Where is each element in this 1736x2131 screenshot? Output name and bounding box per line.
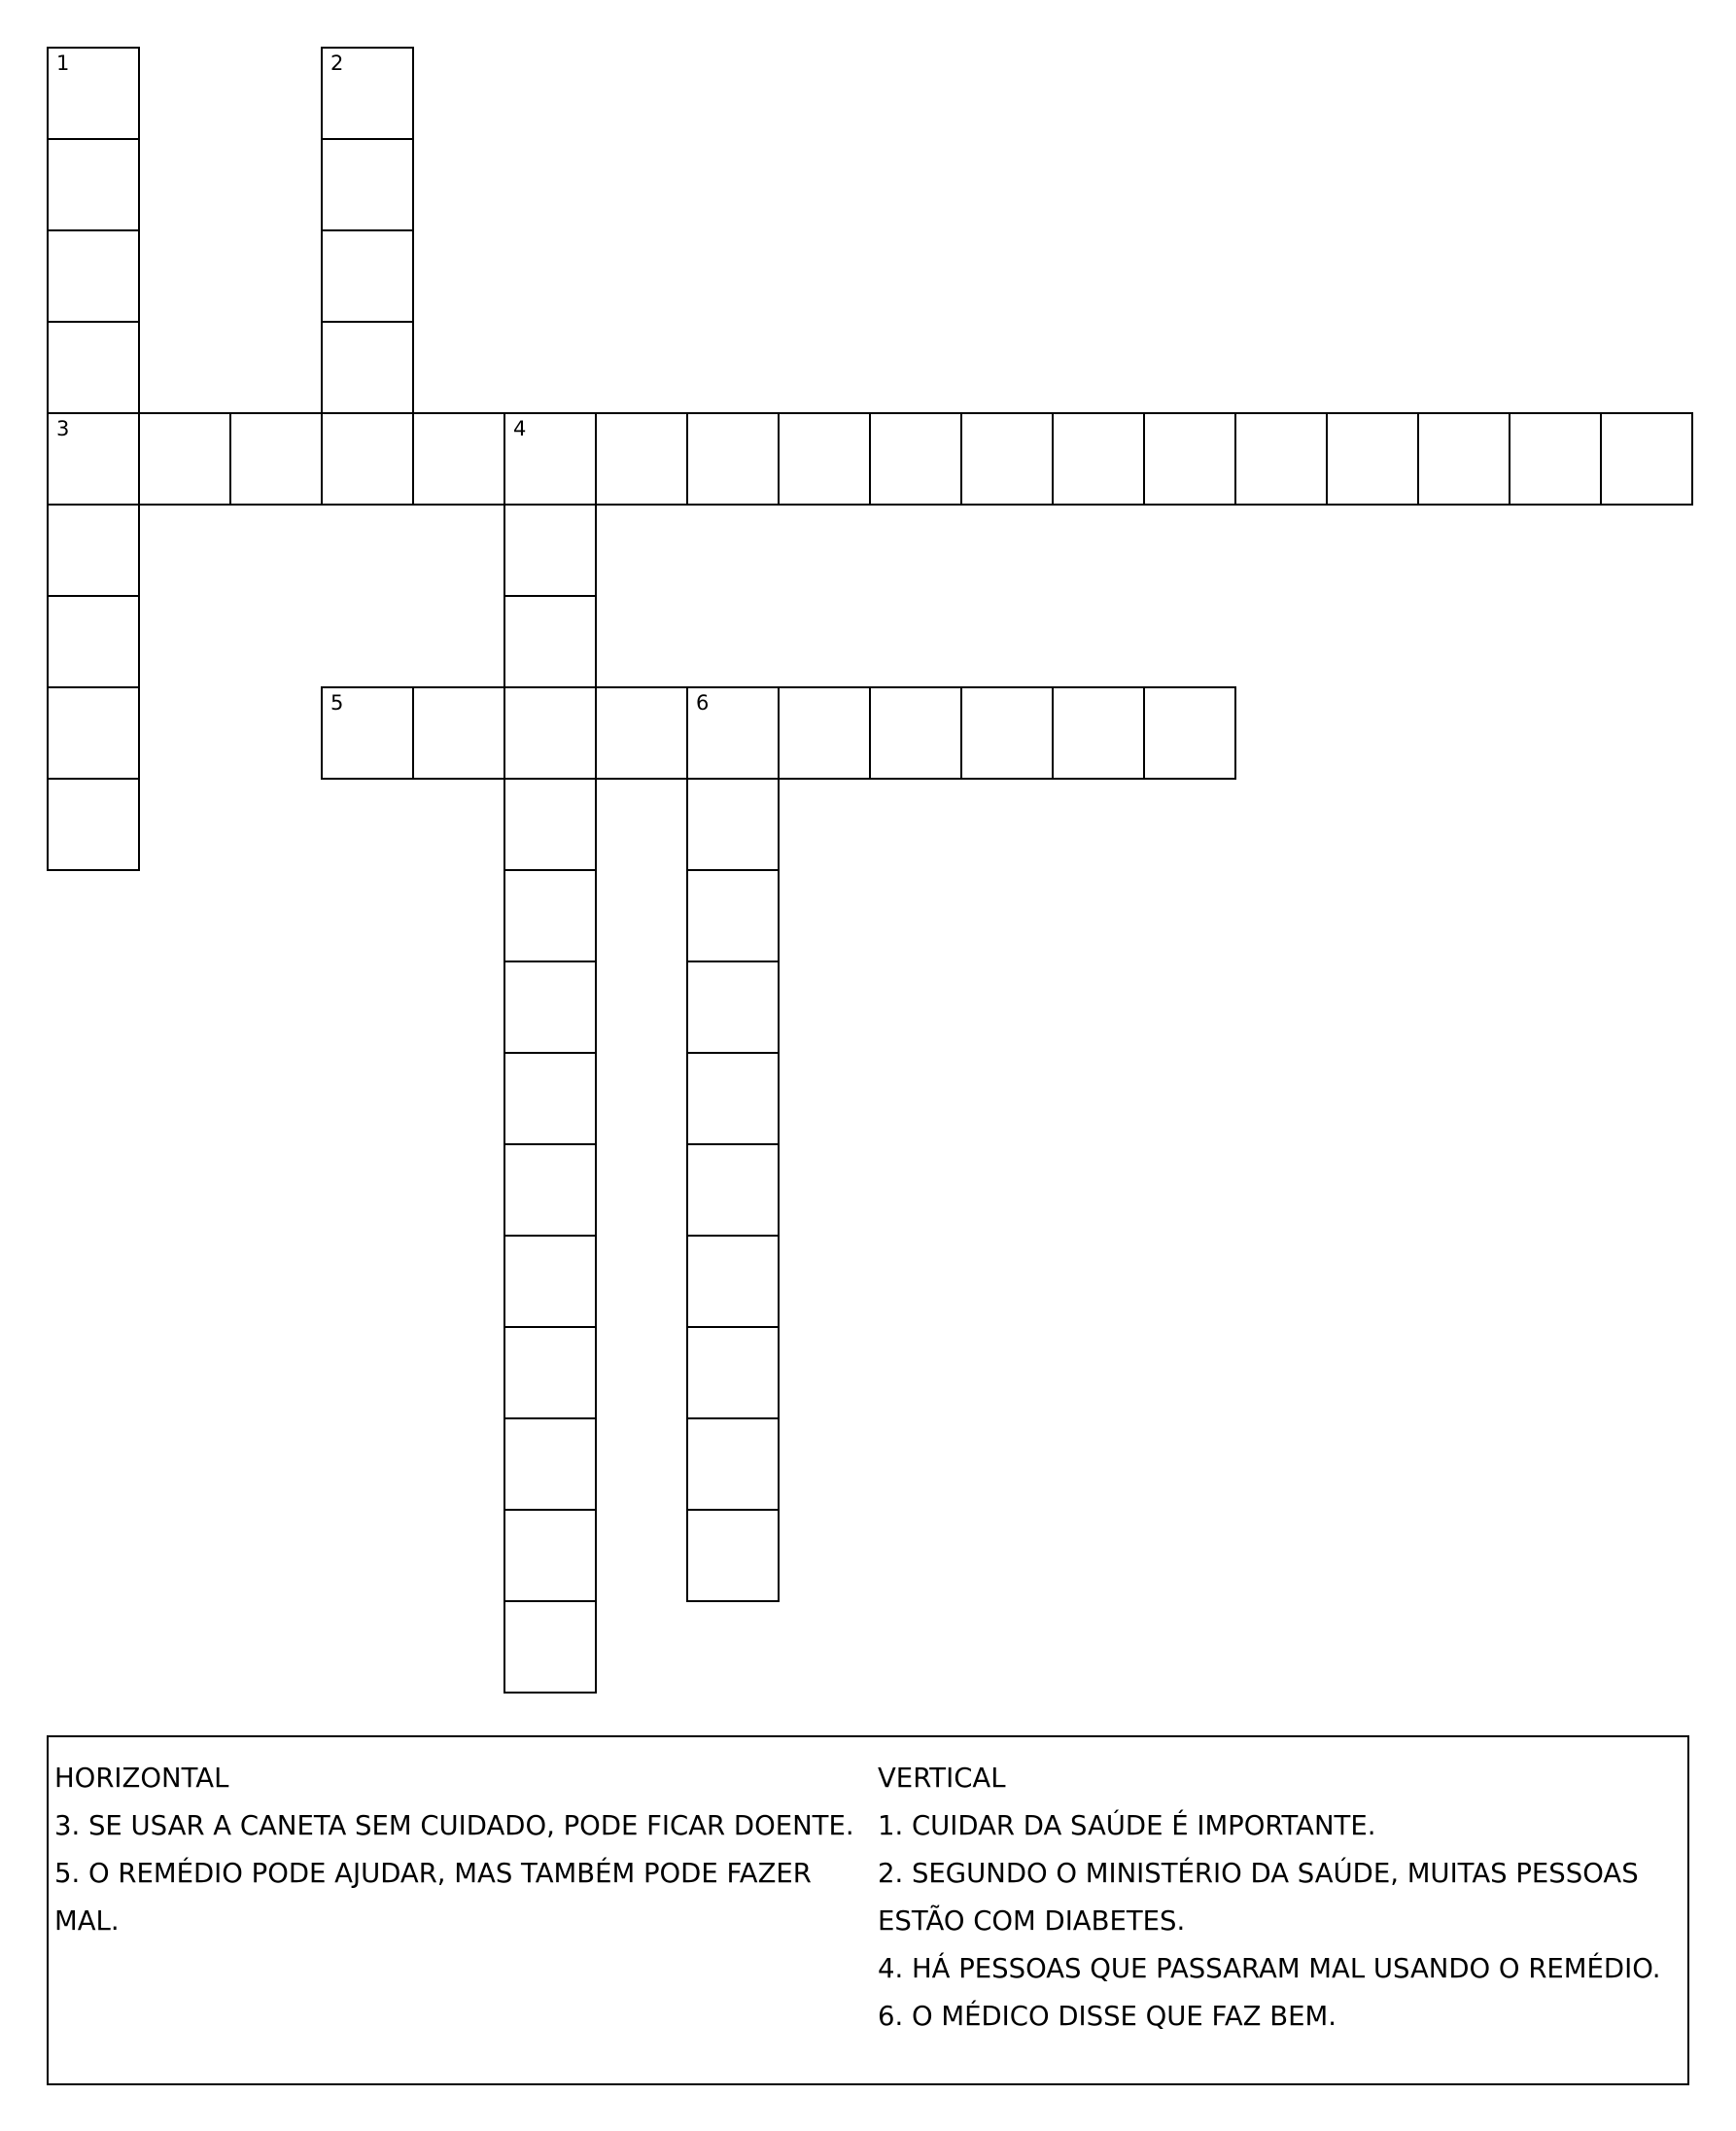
- crossword-cell[interactable]: [960, 686, 1054, 780]
- crossword-cell[interactable]: [1600, 412, 1693, 506]
- crossword-cell[interactable]: [595, 412, 688, 506]
- crossword-cell[interactable]: [321, 229, 414, 323]
- vertical-clue-line: ESTÃO COM DIABETES.: [878, 1905, 1186, 1937]
- crossword-cell[interactable]: [1509, 412, 1602, 506]
- crossword-cell[interactable]: [321, 138, 414, 231]
- clue-number: 3: [56, 417, 70, 440]
- crossword-cell[interactable]: [960, 412, 1054, 506]
- clue-number: 1: [56, 52, 70, 75]
- crossword-cell[interactable]: [138, 412, 231, 506]
- crossword-cell[interactable]: [503, 595, 597, 688]
- crossword-cell[interactable]: [412, 412, 505, 506]
- crossword-cell[interactable]: [869, 412, 962, 506]
- horizontal-clue-line: MAL.: [54, 1905, 120, 1937]
- vertical-clue-line: 1. CUIDAR DA SAÚDE É IMPORTANTE.: [878, 1810, 1376, 1841]
- crossword-cell[interactable]: [869, 686, 962, 780]
- crossword-cell[interactable]: [47, 138, 140, 231]
- crossword-cell[interactable]: [47, 504, 140, 597]
- crossword-cell[interactable]: [321, 321, 414, 414]
- crossword-cell[interactable]: [686, 686, 780, 780]
- crossword-cell[interactable]: [321, 686, 414, 780]
- crossword-cell[interactable]: [686, 412, 780, 506]
- crossword-cell[interactable]: [1417, 412, 1510, 506]
- crossword-cell[interactable]: [503, 504, 597, 597]
- crossword-cell[interactable]: [47, 47, 140, 140]
- crossword-cell[interactable]: [503, 778, 597, 871]
- crossword-cell[interactable]: [686, 1509, 780, 1602]
- crossword-cell[interactable]: [503, 686, 597, 780]
- crossword-cell[interactable]: [47, 412, 140, 506]
- crossword-cell[interactable]: [503, 1509, 597, 1602]
- crossword-cell[interactable]: [686, 778, 780, 871]
- crossword-cell[interactable]: [47, 778, 140, 871]
- crossword-cell[interactable]: [47, 686, 140, 780]
- crossword-cell[interactable]: [686, 1326, 780, 1419]
- crossword-cell[interactable]: [1326, 412, 1419, 506]
- crossword-cell[interactable]: [686, 869, 780, 962]
- crossword-cell[interactable]: [686, 1235, 780, 1328]
- crossword-cell[interactable]: [1143, 686, 1236, 780]
- crossword-cell[interactable]: [503, 1143, 597, 1237]
- crossword-cell[interactable]: [503, 1326, 597, 1419]
- crossword-cell[interactable]: [503, 412, 597, 506]
- crossword-cell[interactable]: [1143, 412, 1236, 506]
- crossword-cell[interactable]: [47, 595, 140, 688]
- crossword-cell[interactable]: [778, 412, 871, 506]
- crossword-cell[interactable]: [686, 1417, 780, 1511]
- crossword-cell[interactable]: [503, 869, 597, 962]
- crossword-cell[interactable]: [686, 961, 780, 1054]
- crossword-cell[interactable]: [595, 686, 688, 780]
- clue-number: 4: [513, 417, 527, 440]
- crossword-cell[interactable]: [47, 321, 140, 414]
- vertical-clue-line: 2. SEGUNDO O MINISTÉRIO DA SAÚDE, MUITAS PESSOAS: [878, 1858, 1639, 1889]
- horizontal-clues: [54, 1755, 871, 1945]
- crossword-cell[interactable]: [229, 412, 323, 506]
- crossword-cell[interactable]: [321, 412, 414, 506]
- crossword-cell[interactable]: [503, 1417, 597, 1511]
- clue-number: 6: [696, 691, 710, 715]
- crossword-cell[interactable]: [503, 1052, 597, 1145]
- crossword-cell[interactable]: [412, 686, 505, 780]
- crossword-cell[interactable]: [1052, 412, 1145, 506]
- crossword-cell[interactable]: [503, 961, 597, 1054]
- crossword-cell[interactable]: [503, 1235, 597, 1328]
- clue-number: 2: [330, 52, 344, 75]
- crossword-cell[interactable]: [778, 686, 871, 780]
- crossword-cell[interactable]: [1234, 412, 1328, 506]
- horizontal-heading: HORIZONTAL: [54, 1763, 229, 1794]
- crossword-cell[interactable]: [686, 1143, 780, 1237]
- crossword-cell[interactable]: [686, 1052, 780, 1145]
- horizontal-clue-line: 5. O REMÉDIO PODE AJUDAR, MAS TAMBÉM PODE FAZER: [54, 1858, 812, 1889]
- crossword-cell[interactable]: [321, 47, 414, 140]
- vertical-clues: [878, 1755, 1684, 2041]
- crossword-cell[interactable]: [1052, 686, 1145, 780]
- crossword-cell[interactable]: [47, 229, 140, 323]
- vertical-heading: VERTICAL: [878, 1763, 1006, 1794]
- clue-number: 5: [330, 691, 344, 715]
- vertical-clue-line: 4. HÁ PESSOAS QUE PASSARAM MAL USANDO O REMÉDIO.: [878, 1953, 1661, 1984]
- clues-panel: [47, 1735, 1689, 2085]
- horizontal-clue-line: 3. SE USAR A CANETA SEM CUIDADO, PODE FICAR DOENTE.: [54, 1810, 854, 1841]
- crossword-cell[interactable]: [503, 1600, 597, 1694]
- vertical-clue-line: 6. O MÉDICO DISSE QUE FAZ BEM.: [878, 2001, 1337, 2032]
